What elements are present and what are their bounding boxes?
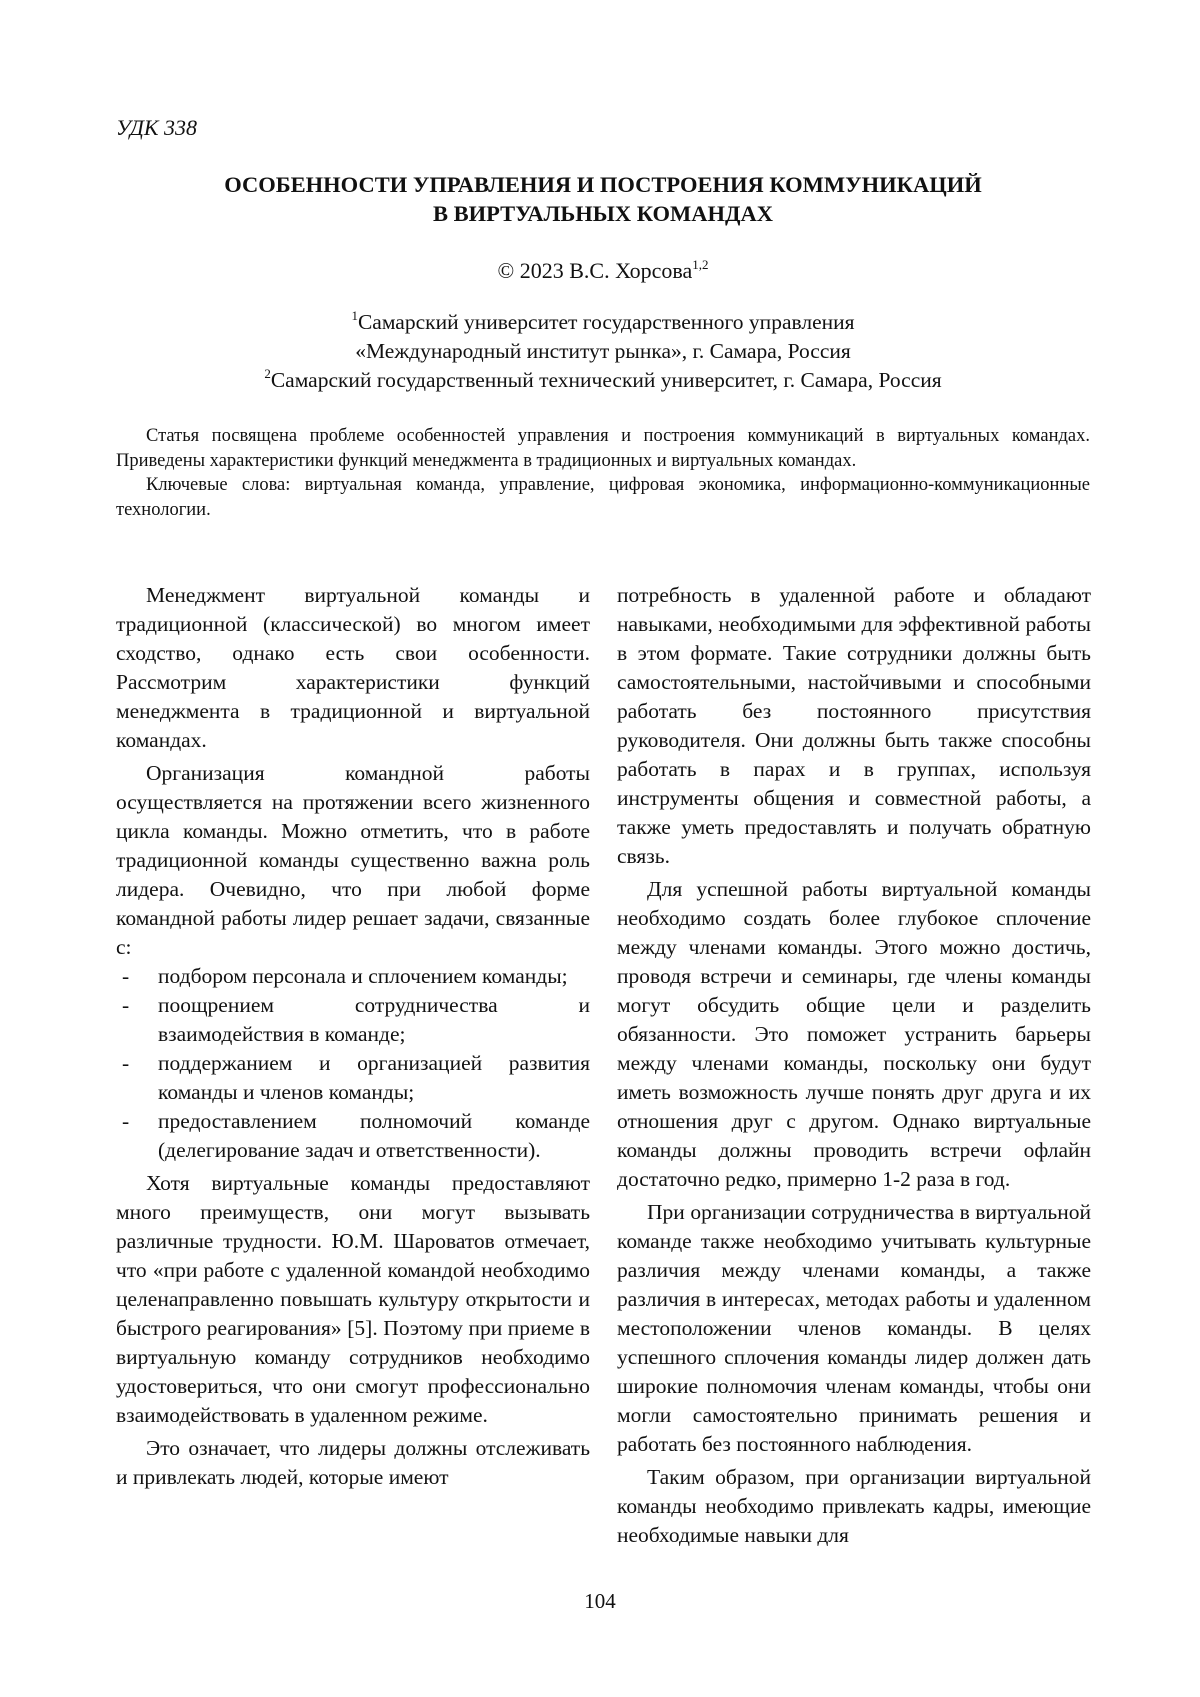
list-dash: - <box>122 993 130 1017</box>
affiliation-1-line-1: $^1$Самарский университет государственного управления <box>351 308 855 334</box>
list-dash: - <box>122 964 130 988</box>
abstract <box>116 424 1090 522</box>
affiliation-1-line-2: «Международный институт рынка», г. Самара, Россия <box>355 339 851 363</box>
list-item: - поддержанием и организацией развития команды и членов команды; <box>122 1051 590 1104</box>
list-item: - предоставлением полномочий команде (делегирование задач и ответственности). <box>122 1109 590 1162</box>
leader-tasks-list <box>116 962 590 1165</box>
list-item: - поощрением сотрудничества и взаимодействия в команде; <box>122 993 590 1046</box>
left-column <box>116 581 590 1492</box>
right-paragraph-1: потребность в удаленной работе и обладают навыками, необходимыми для эффективной работы в этом формате. Такие сотрудники должны быть самостоятельными, настойчивыми и способными работать без постоянного присутствия руководителя. Они должны быть также способны работать в парах и в группах, используя инструменты общения и совместной работы, а также уметь предоставлять и получать обратную связь. <box>617 583 1091 868</box>
right-column <box>617 581 1091 1550</box>
left-paragraph-2: Организация командной работы осуществляется на протяжении всего жизненного цикла команды. Можно отметить, что в работе традиционной команды существенно важна роль лидера. Очевидно, что при любой форме командной работы лидер решает задачи, связанные с: <box>116 761 590 959</box>
affiliation-1-mark: 1 <box>351 308 358 323</box>
left-paragraph-3: Хотя виртуальные команды предоставляют много преимуществ, они могут вызывать различные трудности. Ю.М. Шароватов отмечает, что «при работе с удаленной командой необходимо целенаправленно повышать культуру открытости и быстрого реагирования» [5]. Поэтому при приеме в виртуальную команду сотрудников необходимо удостовериться, что они смогут профессионально взаимодействовать в удаленном режиме. <box>116 1171 590 1427</box>
udk-code: УДК 338 <box>116 115 198 140</box>
affiliation-2-line-1: $^2$Самарский государственный технический университет, г. Самара, Россия <box>264 366 942 392</box>
list-dash: - <box>122 1051 130 1075</box>
affiliation-2-mark: 2 <box>264 366 271 381</box>
affiliations <box>116 308 1090 395</box>
right-paragraph-4: Таким образом, при организации виртуальной команды необходимо привлекать кадры, имеющие необходимые навыки для <box>617 1465 1091 1547</box>
author-name: © 2023 В.С. Хорсова <box>497 258 693 283</box>
left-paragraph-4: Это означает, что лидеры должны отслеживать и привлекать людей, которые имеют <box>116 1436 590 1489</box>
list-dash: - <box>122 1109 130 1133</box>
page-number: 104 <box>584 1589 616 1613</box>
title-line-1: ОСОБЕННОСТИ УПРАВЛЕНИЯ И ПОСТРОЕНИЯ КОММУНИКАЦИЙ <box>224 172 982 197</box>
right-paragraph-2: Для успешной работы виртуальной команды необходимо создать более глубокое сплочение между членами команды. Этого можно достичь, проводя встречи и семинары, где члены команды могут обсудить общие цели и разделить обязанности. Это поможет устранить барьеры между членами команды, поскольку они будут иметь возможность лучше понять друг друга и их отношения друг с другом. Однако виртуальные команды должны проводить встречи офлайн достаточно редко, примерно 1-2 раза в год. <box>617 877 1091 1191</box>
left-paragraph-1: Менеджмент виртуальной команды и традиционной (классической) во многом имеет сходство, однако есть свои особенности. Рассмотрим характеристики функций менеджмента в традиционной и виртуальной командах. <box>116 583 590 752</box>
author-line <box>116 257 1090 284</box>
author-affiliation-marks: 1,2 <box>692 257 709 272</box>
list-item: - подбором персонала и сплочением команды; <box>116 962 590 991</box>
abstract-text: Статья посвящена проблеме особенностей управления и построения коммуникаций в виртуальных командах. Приведены характеристики функций менеджмента в традиционных и виртуальных командах. <box>116 426 1090 471</box>
keywords: Ключевые слова: виртуальная команда, управление, цифровая экономика, информационно-коммуникационные технологии. <box>116 475 1090 520</box>
article-title <box>116 170 1090 228</box>
title-line-2: В ВИРТУАЛЬНЫХ КОМАНДАХ <box>433 201 773 226</box>
right-paragraph-3: При организации сотрудничества в виртуальной команде также необходимо учитывать культурные различия между членами команды, а также различия в интересах, методах работы и удаленном местоположении членов команды. В целях успешного сплочения команды лидер должен дать широкие полномочия членам команды, чтобы они могли самостоятельно принимать решения и работать без постоянного наблюдения. <box>617 1200 1091 1456</box>
